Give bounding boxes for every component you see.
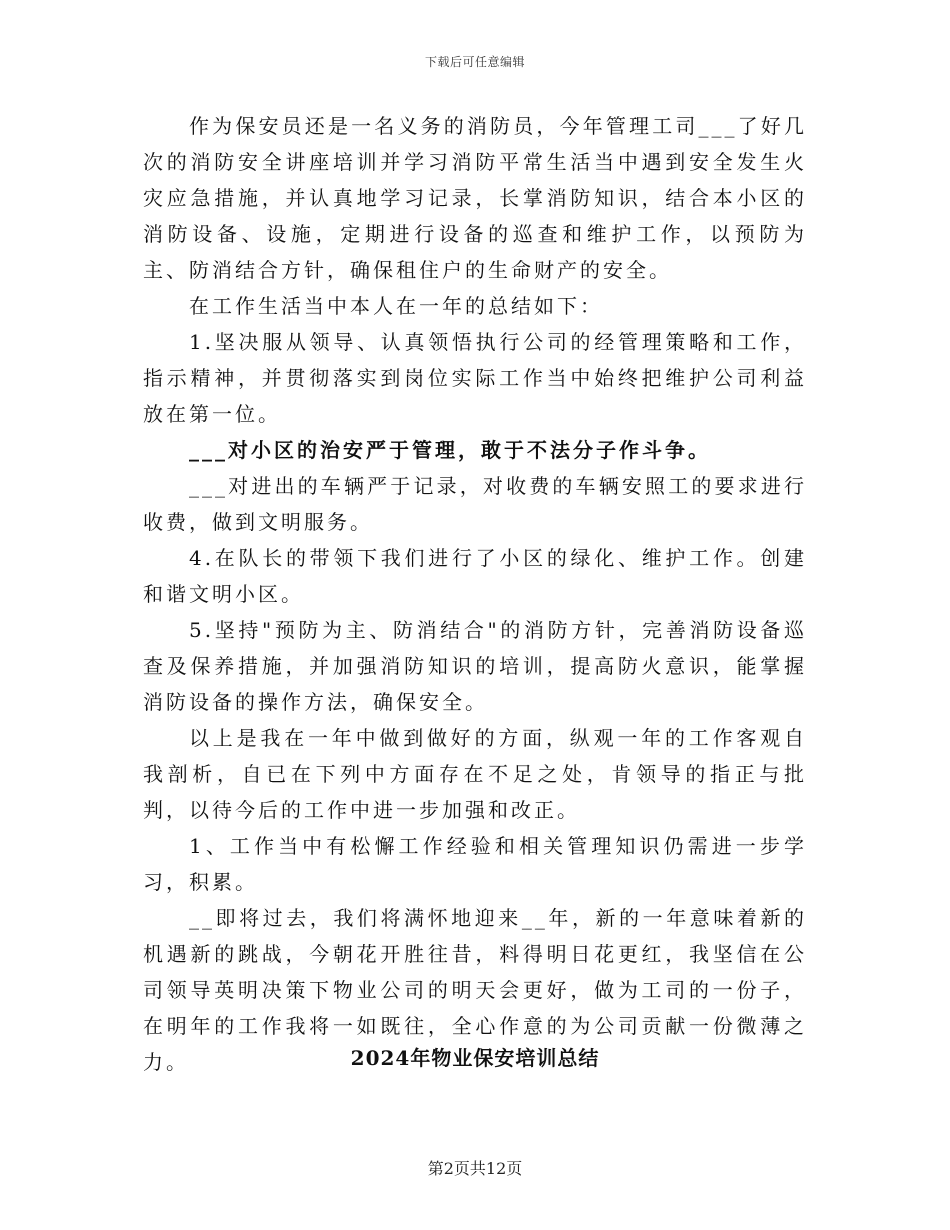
- page-header: 下载后可任意编辑: [424, 55, 525, 69]
- page-number: 第2页共12页: [427, 1159, 523, 1178]
- paragraph-fire-safety: 作为保安员还是一名义务的消防员，今年管理工司___了好几次的消防安全讲座培训并学习消防平常生活当中遇到安全发生火灾应急措施，并认真地学习记录，长掌消防知识，结合本小区的消防设备、设施，定期进行设备的巡查和维护工作，以预防为主、防消结合方针，确保租住户的生命财产的安全。: [143, 114, 807, 282]
- paragraph-item-3: ___对进出的车辆严于记录，对收费的车辆安照工的要求进行收费，做到文明服务。: [143, 474, 807, 534]
- paragraph-self-analysis: 以上是我在一年中做到做好的方面，纵观一年的工作客观自我剖析，自已在下列中方面存在不足之处，肯领导的指正与批判，以待今后的工作中进一步加强和改正。: [143, 726, 807, 822]
- paragraph-item-2: ___对小区的治安严于管理，敢于不法分子作斗争。: [189, 438, 711, 462]
- paragraph-item-5: 5.坚持"预防为主、防消结合"的消防方针，完善消防设备巡查及保养措施，并加强消防知识的培训，提高防火意识，能掌握消防设备的操作方法，确保安全。: [143, 618, 807, 714]
- paragraph-item-4: 4.在队长的带领下我们进行了小区的绿化、维护工作。创建和谐文明小区。: [143, 546, 807, 606]
- paragraph-summary-intro: 在工作生活当中本人在一年的总结如下：: [189, 294, 603, 318]
- paragraph-outlook: __即将过去，我们将满怀地迎来__年，新的一年意味着新的机遇新的跳战，今朝花开胜往昔，料得明日花更红，我坚信在公司领导英明决策下物业公司的明天会更好，做为工司的一份子，在明年的工作我将一如既往，全心作意的为公司贡献一份微薄之力。: [143, 906, 807, 1074]
- section-title: 2024年物业保安培训总结: [350, 1046, 600, 1070]
- document-body: [143, 108, 807, 1080]
- paragraph-item-1: 1.坚决服从领导、认真领悟执行公司的经管理策略和工作，指示精神，并贯彻落实到岗位实际工作当中始终把维护公司利益放在第一位。: [143, 330, 807, 426]
- paragraph-shortcoming-1: 1、工作当中有松懈工作经验和相关管理知识仍需进一步学习，积累。: [143, 834, 807, 894]
